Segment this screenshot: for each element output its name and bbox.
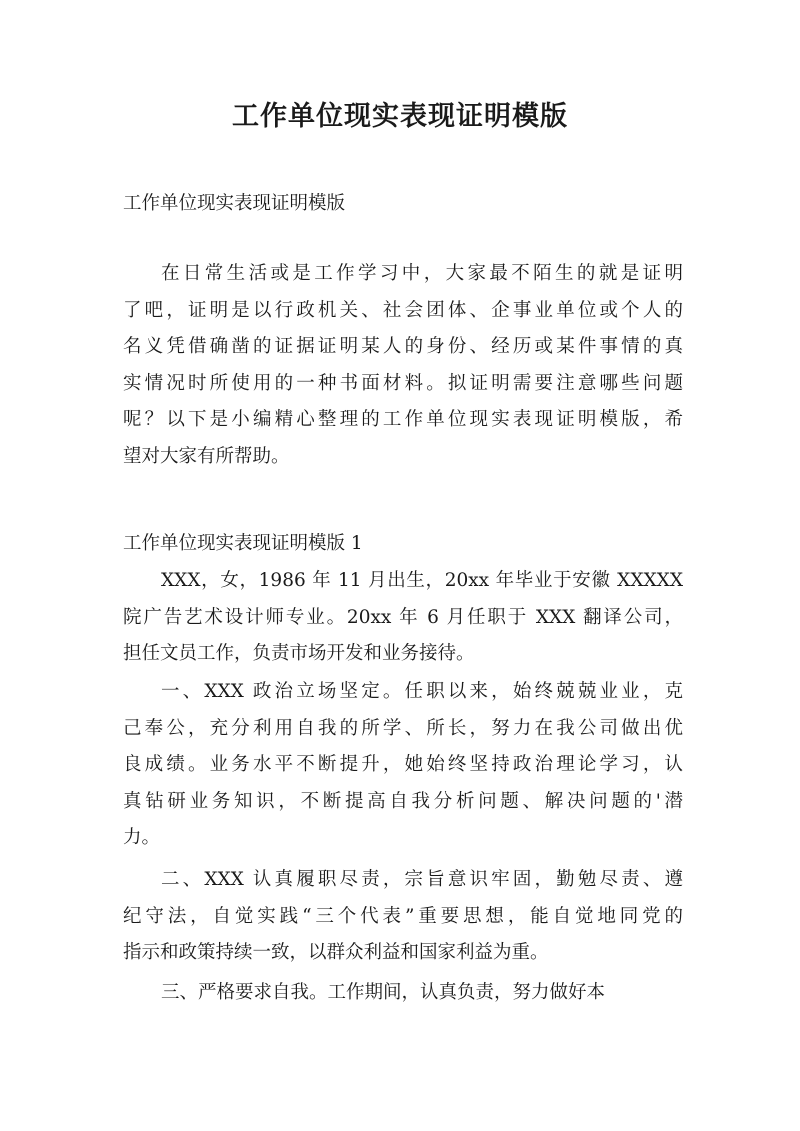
paragraph-line: XXX，女，1986 年 11 月出生，20xx 年毕业于安徽 XXXXX	[161, 570, 683, 591]
intro-line: 了吧，证明是以行政机关、社会团体、企事业单位或个人的	[123, 299, 683, 321]
intro-line: 在日常生活或是工作学习中，大家最不陌生的就是证明	[161, 263, 683, 284]
paragraph-line: 力。	[123, 827, 161, 848]
paragraph-line: 三、严格要求自我。工作期间，认真负责，努力做好本	[161, 982, 606, 1003]
document-subtitle: 工作单位现实表现证明模版	[123, 193, 346, 214]
intro-line: 望对大家有所帮助。	[123, 445, 290, 467]
intro-paragraph	[123, 256, 683, 475]
section-paragraph	[123, 674, 683, 857]
intro-line: 呢？以下是小编精心整理的工作单位现实表现证明模版，希	[123, 409, 683, 430]
paragraph-line: 己奉公，充分利用自我的所学、所长，努力在我公司做出优	[123, 717, 683, 739]
paragraph-line: 院广告艺术设计师专业。20xx 年 6 月任职于 XXX 翻译公司，	[123, 606, 683, 628]
intro-line: 名义凭借确凿的证据证明某人的身份、经历或某件事情的真	[123, 336, 683, 357]
section-paragraph	[123, 862, 683, 972]
paragraph-line: 一、XXX 政治立场坚定。任职以来，始终兢兢业业，克	[161, 681, 683, 702]
paragraph-line: 二、XXX 认真履职尽责，宗旨意识牢固，勤勉尽责、遵	[161, 869, 683, 890]
section-heading: 工作单位现实表现证明模版 1	[123, 533, 363, 554]
section-paragraph	[123, 563, 683, 673]
paragraph-line: 指示和政策持续一致，以群众利益和国家利益为重。	[123, 942, 549, 963]
paragraph-line: 良成绩。业务水平不断提升，她始终坚持政治理论学习，认	[123, 754, 683, 775]
paragraph-line: 担任文员工作，负责市场开发和业务接待。	[123, 643, 475, 664]
document-title: 工作单位现实表现证明模版	[232, 101, 568, 132]
paragraph-line: 纪守法，自觉实践“三个代表”重要思想，能自觉地同党的	[123, 905, 683, 927]
section-paragraph	[123, 975, 683, 1012]
intro-line: 实情况时所使用的一种书面材料。拟证明需要注意哪些问题	[123, 372, 683, 394]
paragraph-line: 真钻研业务知识，不断提高自我分析问题、解决问题的'潜	[123, 790, 683, 812]
